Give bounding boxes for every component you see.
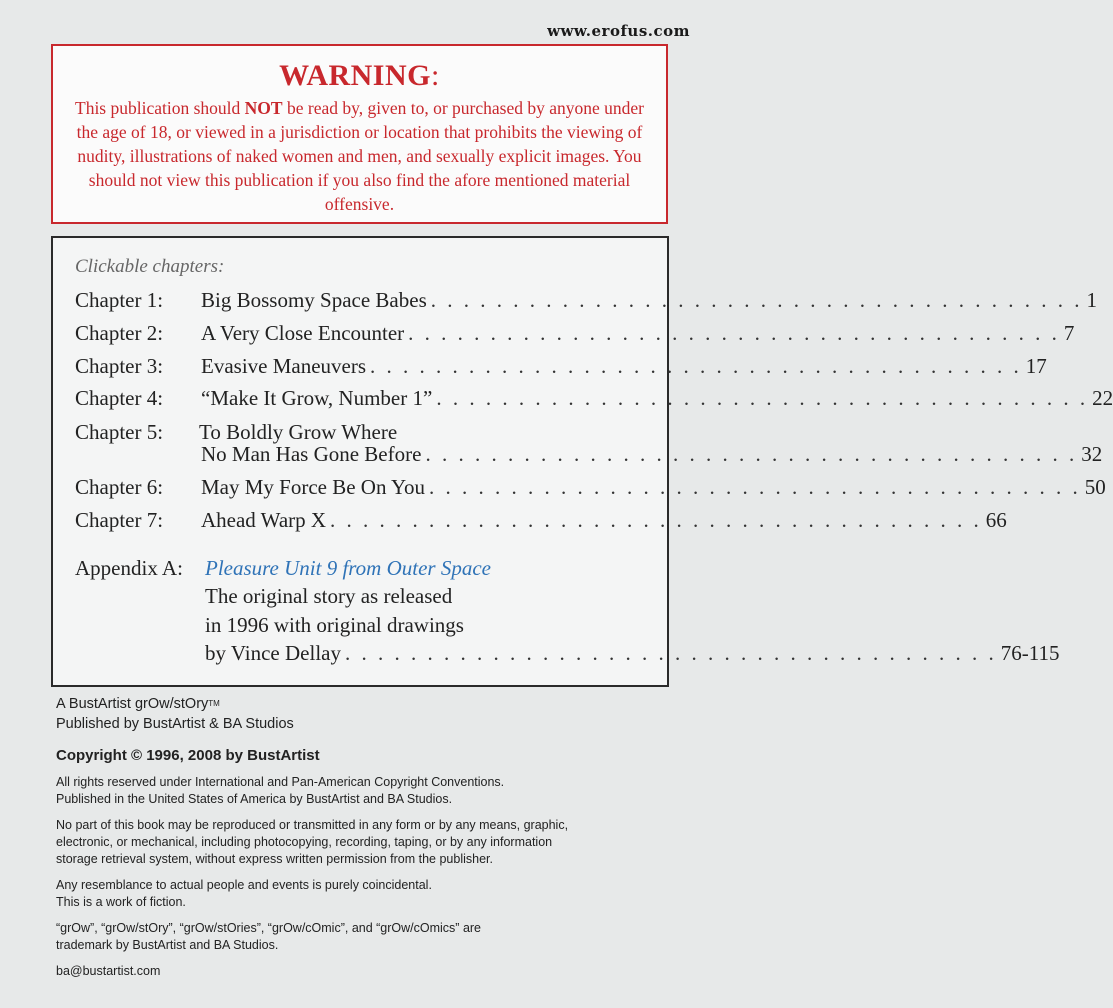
repro-line-1: No part of this book may be reproduced or transmitted in any form or by any means, graphic, bbox=[56, 818, 569, 832]
warning-text-not: NOT bbox=[244, 98, 283, 118]
chapter-number: Chapter 1: bbox=[75, 288, 164, 312]
chapter-number: Chapter 2: bbox=[75, 321, 164, 345]
fiction-line-1: Any resemblance to actual people and events is purely coincidental. bbox=[56, 878, 432, 892]
chapter-title: May My Force Be On You bbox=[201, 475, 426, 499]
warning-text-part-1: This publication should bbox=[75, 98, 245, 118]
appendix-title-link[interactable]: Pleasure Unit 9 from Outer Space bbox=[205, 556, 491, 580]
copyright-line: Copyright © 1996, 2008 by BustArtist bbox=[56, 747, 320, 764]
warning-box bbox=[51, 44, 668, 224]
chapter-title: Evasive Maneuvers bbox=[201, 354, 367, 378]
credits-section bbox=[56, 694, 676, 980]
appendix-page: 76-115 bbox=[1000, 641, 1060, 665]
chapter-number: Chapter 3: bbox=[75, 354, 164, 378]
chapter-title: No Man Has Gone Before bbox=[201, 442, 422, 466]
chapter-page: 7 bbox=[1063, 321, 1075, 345]
chapter-title: A Very Close Encounter bbox=[201, 321, 405, 345]
warning-text-part-2: be read by, given to, or purchased by anyone under the age of 18, or viewed in a jurisdiction or location that prohibits the viewing of nudity, illustrations of naked women and men, and sexually explicit images. You should not view this publication if you also find the afore mentioned material offensive. bbox=[76, 98, 644, 214]
email-link[interactable]: ba@bustartist.com bbox=[56, 964, 161, 978]
fiction-line-2: This is a work of fiction. bbox=[56, 895, 186, 909]
trademark-symbol: TM bbox=[208, 699, 220, 708]
chapter-page: 17 bbox=[1025, 354, 1047, 378]
chapter-title: Big Bossomy Space Babes bbox=[201, 288, 427, 312]
credits-line-2: Published by BustArtist & BA Studios bbox=[56, 716, 294, 732]
chapter-number: Chapter 4: bbox=[75, 386, 164, 410]
dot-leader: . . . . . . . . . . . . . . . . . . . . . . . . . . . . . . . . . . . . . . . . bbox=[430, 288, 1083, 312]
rights-line-2: Published in the United States of America by BustArtist and BA Studios. bbox=[56, 792, 453, 806]
appendix-line-1: The original story as released bbox=[205, 584, 453, 608]
credits-line-1-text: A BustArtist grOw/stOry bbox=[56, 696, 209, 712]
trademark-line-1: “grOw”, “grOw/stOry”, “grOw/stOries”, “grOw/cOmic”, and “grOw/cOmics” are bbox=[56, 921, 482, 935]
chapter-page: 1 bbox=[1086, 288, 1097, 312]
trademark-line-2: trademark by BustArtist and BA Studios. bbox=[56, 938, 279, 952]
dot-leader: . . . . . . . . . . . . . . . . . . . . . . . . . . . . . . . . . . . . . . . . bbox=[425, 442, 1078, 466]
chapter-5-title-line-1[interactable]: To Boldly Grow Where bbox=[199, 420, 398, 444]
chapter-3-link[interactable] bbox=[75, 352, 1047, 380]
chapter-title: Ahead Warp X bbox=[201, 508, 327, 532]
appendix-label: Appendix A: bbox=[75, 556, 183, 580]
chapter-page: 22 bbox=[1092, 386, 1113, 410]
warning-colon: : bbox=[431, 59, 440, 92]
chapter-number: Chapter 5: bbox=[75, 420, 164, 444]
chapter-7-link[interactable] bbox=[75, 506, 1007, 534]
chapter-2-link[interactable] bbox=[75, 319, 1075, 347]
chapter-number: Chapter 6: bbox=[75, 475, 164, 499]
appendix-line-2: in 1996 with original drawings bbox=[205, 613, 464, 637]
chapter-4-link[interactable] bbox=[75, 384, 1113, 412]
credits-line-1 bbox=[56, 694, 676, 714]
watermark: www.erofus.com bbox=[547, 22, 690, 40]
dot-leader: . . . . . . . . . . . . . . . . . . . . . . . . . . . . . . . . . . . . . . . . bbox=[408, 321, 1060, 345]
dot-leader: . . . . . . . . . . . . . . . . . . . . . . . . . . . . . . . . . . . . . . . . bbox=[370, 354, 1022, 378]
warning-title-text: WARNING bbox=[279, 59, 431, 92]
toc-heading: Clickable chapters: bbox=[75, 256, 225, 277]
chapter-1-link[interactable] bbox=[75, 286, 1097, 314]
chapter-page: 66 bbox=[985, 508, 1007, 532]
chapter-page: 50 bbox=[1084, 475, 1106, 499]
appendix-link[interactable] bbox=[205, 639, 1060, 667]
dot-leader: . . . . . . . . . . . . . . . . . . . . . . . . . . . . . . . . . . . . . . . . bbox=[429, 475, 1081, 499]
rights-line-1: All rights reserved under International and Pan-American Copyright Conventions. bbox=[56, 775, 505, 789]
chapter-title: “Make It Grow, Number 1” bbox=[201, 386, 433, 410]
repro-line-2: electronic, or mechanical, including photocopying, recording, taping, or by any information bbox=[56, 835, 553, 849]
dot-leader: . . . . . . . . . . . . . . . . . . . . . . . . . . . . . . . . . . . . . . . . bbox=[436, 386, 1089, 410]
chapter-5-link[interactable] bbox=[201, 440, 1103, 468]
dot-leader: . . . . . . . . . . . . . . . . . . . . . . . . . . . . . . . . . . . . . . . . bbox=[344, 641, 997, 665]
warning-text bbox=[53, 96, 666, 216]
chapter-page: 32 bbox=[1081, 442, 1103, 466]
table-of-contents bbox=[51, 236, 1113, 687]
repro-line-3: storage retrieval system, without express written permission from the publisher. bbox=[56, 852, 493, 866]
warning-title bbox=[53, 58, 666, 94]
chapter-number: Chapter 7: bbox=[75, 508, 164, 532]
chapter-6-link[interactable] bbox=[75, 473, 1106, 501]
dot-leader: . . . . . . . . . . . . . . . . . . . . . . . . . . . . . . . . . . . . . . . . bbox=[330, 508, 982, 532]
appendix-line-3: by Vince Dellay bbox=[205, 641, 341, 665]
